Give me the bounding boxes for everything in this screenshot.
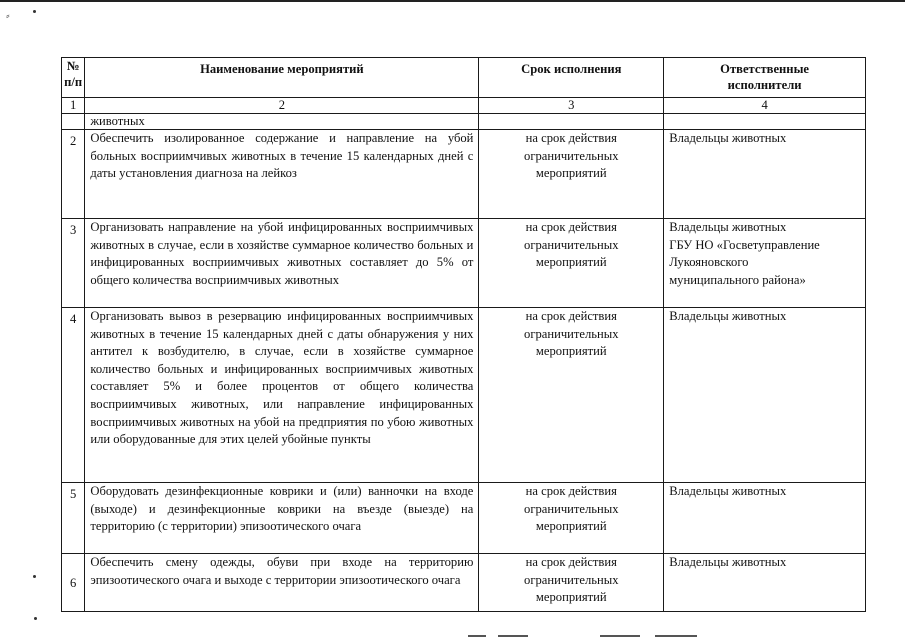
table-row xyxy=(62,554,866,612)
header-row xyxy=(62,58,866,98)
responsible-text: Владельцы животных ГБУ НО «Госветуправление Лукояновского муниципального района» xyxy=(664,219,866,308)
row-number: 2 xyxy=(62,130,85,219)
scan-artifact-line xyxy=(655,635,697,637)
scan-artifact-mark: ⸗ xyxy=(6,10,10,22)
responsible-text: Владельцы животных xyxy=(664,554,866,612)
header-number: № п/п xyxy=(62,58,85,98)
table-row xyxy=(62,130,866,219)
responsible-text: Владельцы животных xyxy=(664,130,866,219)
continuation-text: животных xyxy=(85,114,479,130)
header-measures: Наименование мероприятий xyxy=(85,58,479,98)
measure-text: Организовать направление на убой инфицированных восприимчивых животных в случае, если в хозяйстве суммарное количество больных и инфицированных восприимчивых животных составляет до 5% от общего количества восприимчивых животных xyxy=(85,219,479,308)
responsible-text: Владельцы животных xyxy=(664,483,866,554)
scan-artifact-line xyxy=(600,635,640,637)
scan-speck xyxy=(33,10,36,13)
scan-artifact-line xyxy=(498,635,528,637)
scan-artifact-line xyxy=(468,635,486,637)
term-text: на срок действия ограничительных мероприятий xyxy=(479,219,664,308)
row-number: 4 xyxy=(62,308,85,483)
continuation-row xyxy=(62,114,866,130)
measure-text: Организовать вывоз в резервацию инфицированных восприимчивых животных в течение 15 календарных дней с даты обнаружения у них антител к возбудителю, в случае, если в хозяйстве суммарное количество больных и инфицированных восприимчивых животных составляет 5% и более процентов от общего количества восприимчивых животных, или направление инфицированных восприимчивых животных на убой на предприятия по убою животных или оборудованные для этих целей убойные пункты xyxy=(85,308,479,483)
measure-text: Обеспечить изолированное содержание и направление на убой больных восприимчивых животных в течение 15 календарных дней с даты установления диагноза на лейкоз xyxy=(85,130,479,219)
row-number: 6 xyxy=(62,554,85,612)
table-row xyxy=(62,483,866,554)
row-number: 3 xyxy=(62,219,85,308)
index-row xyxy=(62,98,866,114)
measure-text: Оборудовать дезинфекционные коврики и (или) ванночки на входе (выходе) и дезинфекционные коврики на въезде (выезде) на территорию (с территории) эпизоотического очага xyxy=(85,483,479,554)
scan-top-edge xyxy=(0,0,905,2)
measure-text: Обеспечить смену одежды, обуви при входе на территорию эпизоотического очага и выходе с территории эпизоотического очага xyxy=(85,554,479,612)
table-row xyxy=(62,308,866,483)
term-text: на срок действия ограничительных мероприятий xyxy=(479,130,664,219)
header-term: Срок исполнения xyxy=(479,58,664,98)
term-text: на срок действия ограничительных мероприятий xyxy=(479,554,664,612)
index-cell: 2 xyxy=(85,98,479,114)
responsible-text: Владельцы животных xyxy=(664,308,866,483)
scan-speck xyxy=(34,617,37,620)
header-responsible: Ответственные исполнители xyxy=(664,58,866,98)
scan-speck xyxy=(33,575,36,578)
term-text: на срок действия ограничительных мероприятий xyxy=(479,483,664,554)
index-cell: 3 xyxy=(479,98,664,114)
index-cell: 4 xyxy=(664,98,866,114)
table-row xyxy=(62,219,866,308)
index-cell: 1 xyxy=(62,98,85,114)
term-text: на срок действия ограничительных мероприятий xyxy=(479,308,664,483)
row-number: 5 xyxy=(62,483,85,554)
measures-table xyxy=(61,57,866,612)
